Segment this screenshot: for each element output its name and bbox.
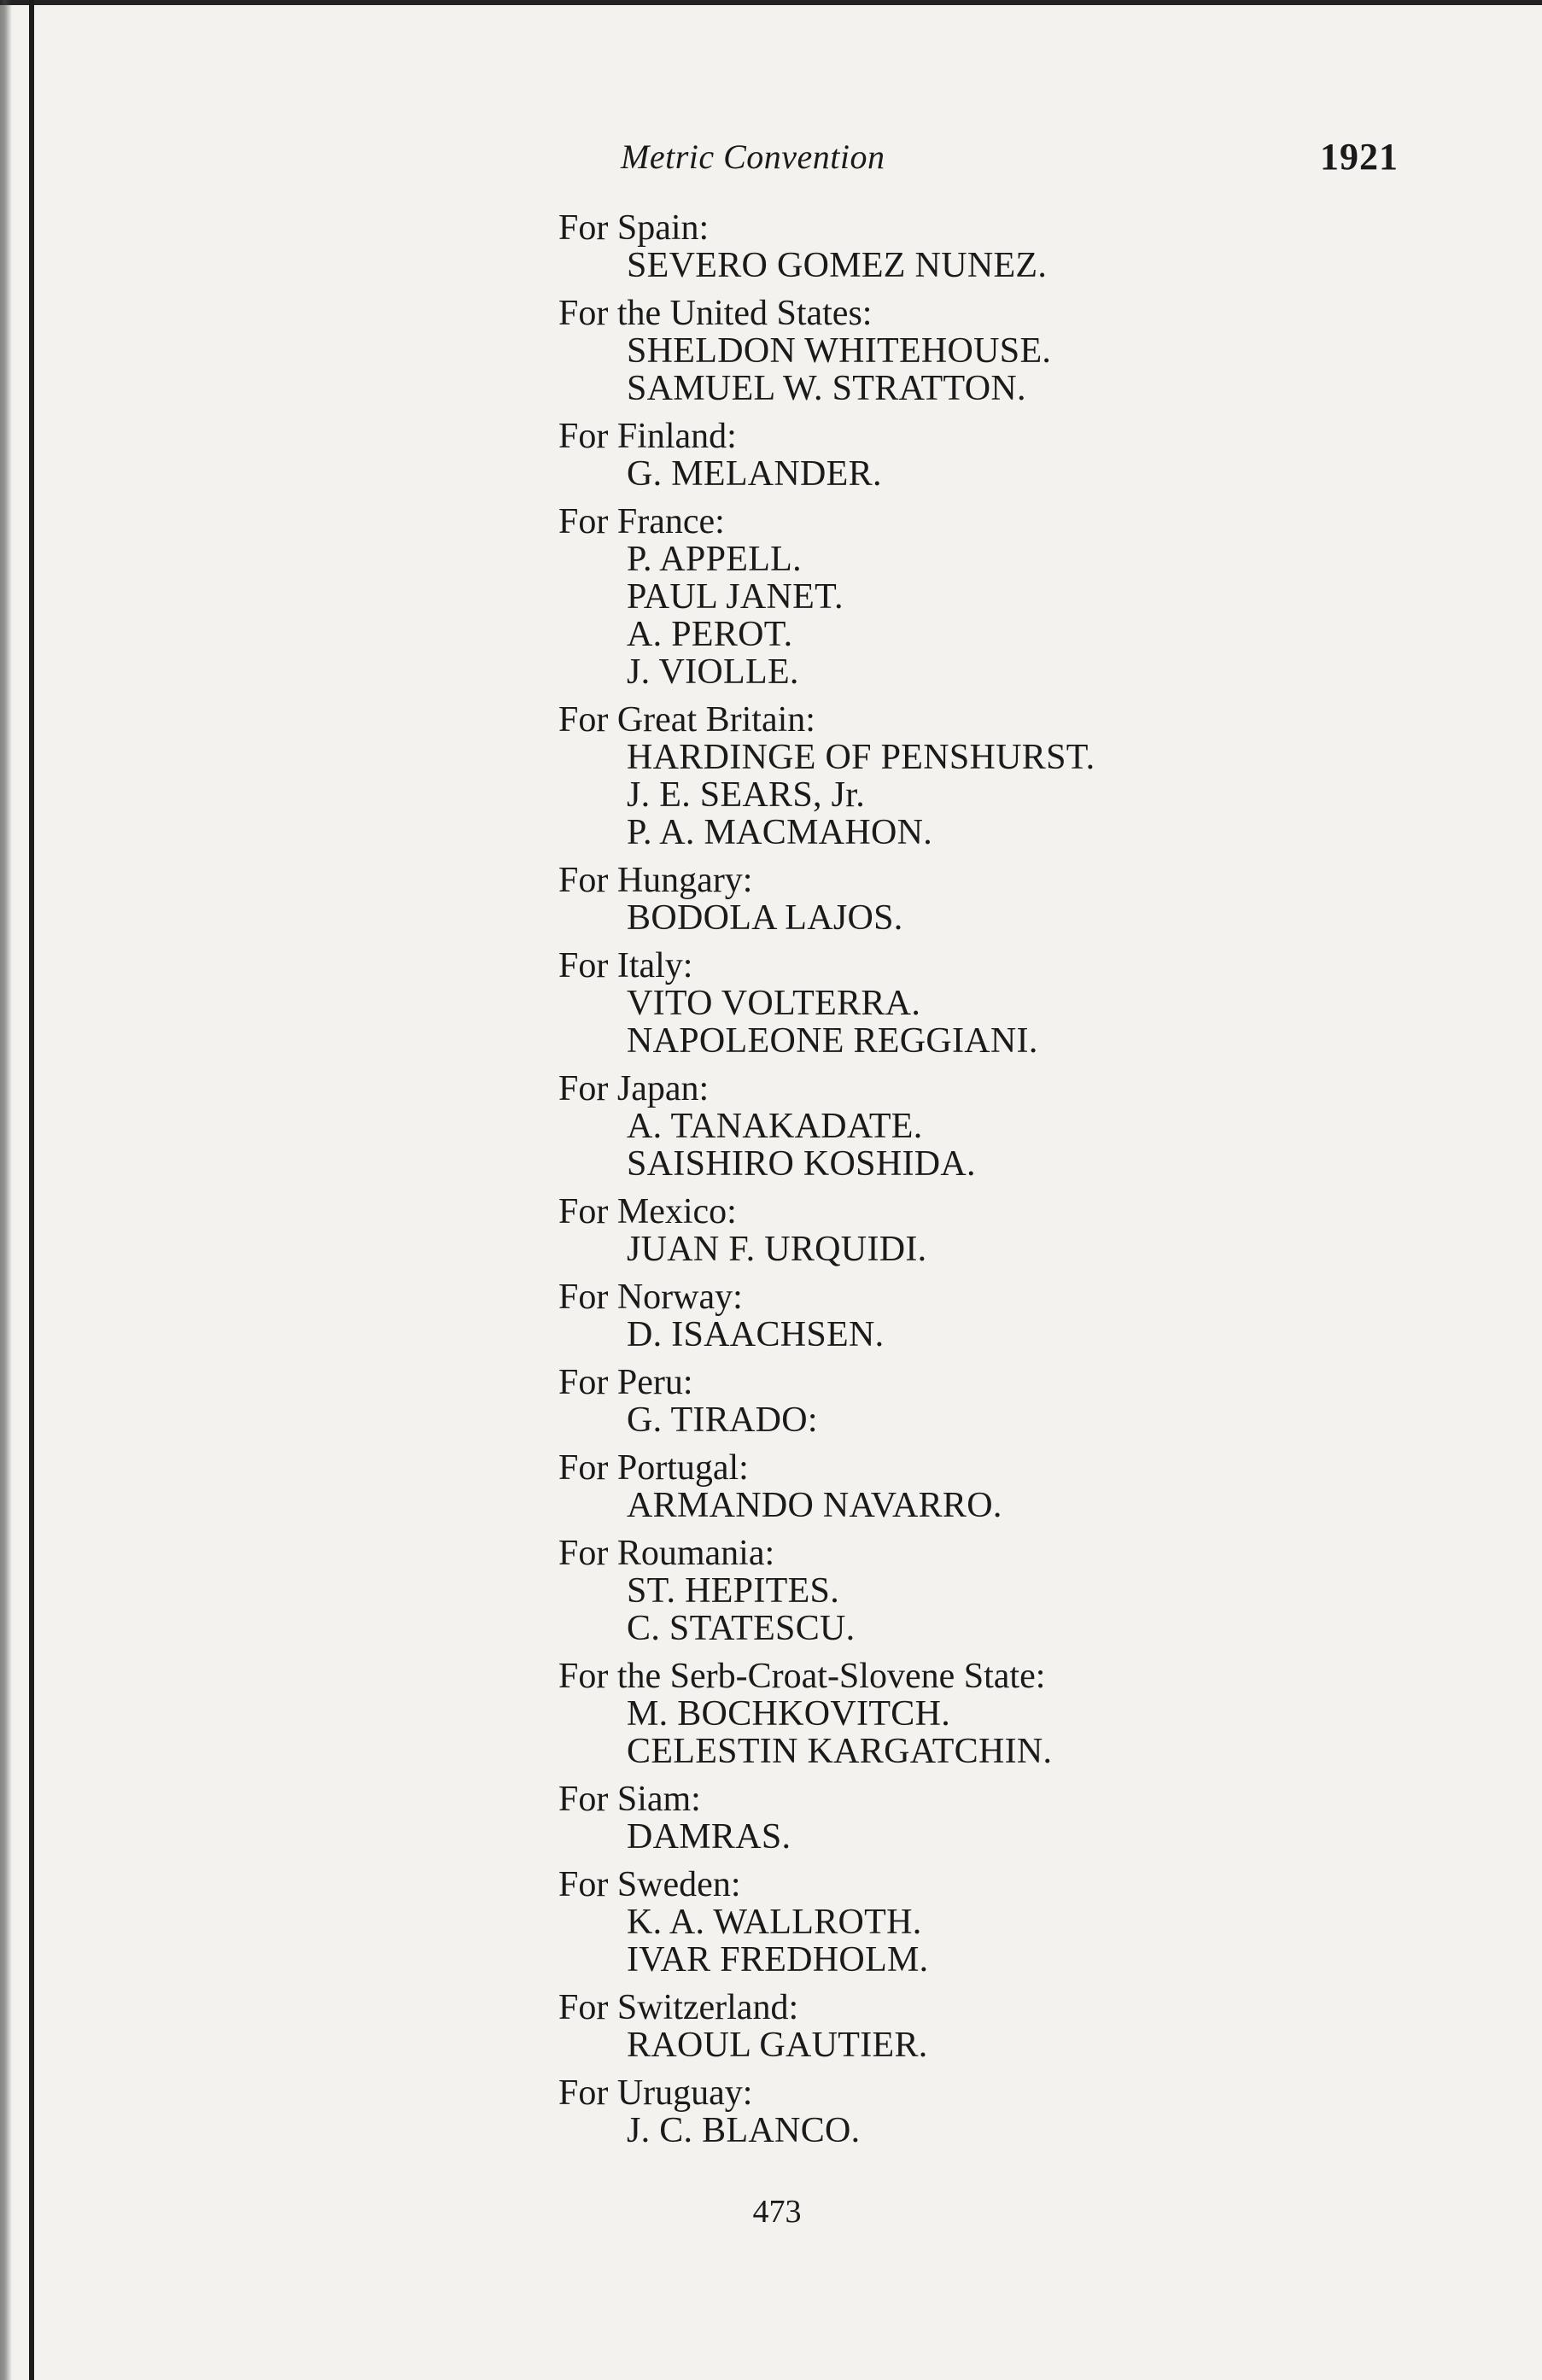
- signatory-name: SAISHIRO KOSHIDA.: [627, 1144, 976, 1184]
- signature-group: [558, 1989, 1412, 2064]
- signature-group: [558, 2074, 1412, 2149]
- country-label: For Spain:: [558, 208, 710, 248]
- signatory-name: K. A. WALLROTH.: [627, 1903, 922, 1942]
- page-top-edge: [0, 0, 1542, 5]
- binding-line: [29, 0, 34, 2380]
- signature-group: [558, 418, 1412, 493]
- signatory-name: P. A. MACMAHON.: [627, 813, 933, 852]
- page-number-container: [0, 2193, 1542, 2231]
- signatory-name: RAOUL GAUTIER.: [627, 2026, 928, 2065]
- country-label: For Finland:: [558, 417, 737, 456]
- country-label: For Great Britain:: [558, 700, 815, 740]
- country-label: For Peru:: [558, 1363, 693, 1402]
- signatory-name: G. MELANDER.: [627, 454, 882, 494]
- signatory-name: J. E. SEARS, Jr.: [627, 775, 866, 815]
- signature-group: [558, 1278, 1412, 1354]
- signature-group: [558, 947, 1412, 1060]
- signature-group: [558, 1449, 1412, 1524]
- page-header: [0, 137, 1542, 188]
- country-label: For Roumania:: [558, 1534, 775, 1573]
- signature-group: [558, 1658, 1412, 1770]
- signature-group: [558, 862, 1412, 937]
- binding-shadow: [0, 0, 12, 2380]
- signatory-name: SEVERO GOMEZ NUNEZ.: [627, 246, 1048, 285]
- signatory-name: HARDINGE OF PENSHURST.: [627, 738, 1095, 777]
- signatory-name: J. VIOLLE.: [627, 652, 799, 692]
- country-label: For the Serb-Croat-Slovene State:: [558, 1657, 1046, 1696]
- country-label: For Japan:: [558, 1069, 710, 1108]
- country-label: For Norway:: [558, 1278, 743, 1317]
- signature-group: [558, 1193, 1412, 1268]
- signatory-name: M. BOCHKOVITCH.: [627, 1694, 951, 1734]
- country-label: For Siam:: [558, 1780, 701, 1819]
- signature-group: [558, 1070, 1412, 1183]
- signatory-name: PAUL JANET.: [627, 577, 844, 617]
- country-label: For Sweden:: [558, 1865, 741, 1904]
- signature-group: [558, 1364, 1412, 1439]
- signatory-name: VITO VOLTERRA.: [627, 984, 921, 1023]
- signature-group: [558, 295, 1412, 407]
- signatory-name: C. STATESCU.: [627, 1609, 856, 1648]
- country-label: For France:: [558, 502, 725, 541]
- signatory-name: A. PEROT.: [627, 615, 793, 654]
- signatory-name: ST. HEPITES.: [627, 1571, 839, 1611]
- signature-group: [558, 1866, 1412, 1979]
- signature-group: [558, 1535, 1412, 1647]
- signatory-name: P. APPELL.: [627, 540, 802, 579]
- country-label: For the United States:: [558, 294, 873, 333]
- signatory-name: A. TANAKADATE.: [627, 1107, 923, 1146]
- signatory-name: ARMANDO NAVARRO.: [627, 1486, 1002, 1525]
- signatory-name: J. C. BLANCO.: [627, 2111, 861, 2150]
- signatory-name: JUAN F. URQUIDI.: [627, 1230, 927, 1269]
- signature-group: [558, 209, 1412, 284]
- country-label: For Italy:: [558, 946, 693, 985]
- country-label: For Portugal:: [558, 1448, 749, 1488]
- running-title: Metric Convention: [621, 137, 885, 176]
- signatory-name: DAMRAS.: [627, 1817, 791, 1857]
- signature-group: [558, 701, 1412, 851]
- signatory-name: NAPOLEONE REGGIANI.: [627, 1021, 1038, 1061]
- signatory-name: SAMUEL W. STRATTON.: [627, 369, 1026, 408]
- signatory-name: SHELDON WHITEHOUSE.: [627, 331, 1052, 371]
- signatory-name: CELESTIN KARGATCHIN.: [627, 1732, 1053, 1771]
- signature-list: [558, 209, 1412, 2160]
- signatory-name: D. ISAACHSEN.: [627, 1315, 885, 1354]
- country-label: For Switzerland:: [558, 1988, 799, 2027]
- signatory-name: G. TIRADO:: [627, 1401, 818, 1440]
- country-label: For Uruguay:: [558, 2073, 753, 2113]
- country-label: For Hungary:: [558, 861, 753, 900]
- country-label: For Mexico:: [558, 1192, 737, 1231]
- page-number: 473: [752, 2194, 802, 2230]
- signatory-name: BODOLA LAJOS.: [627, 898, 903, 938]
- signatory-name: IVAR FREDHOLM.: [627, 1940, 929, 1979]
- signature-group: [558, 503, 1412, 691]
- year: 1921: [1320, 136, 1399, 178]
- signature-group: [558, 1781, 1412, 1856]
